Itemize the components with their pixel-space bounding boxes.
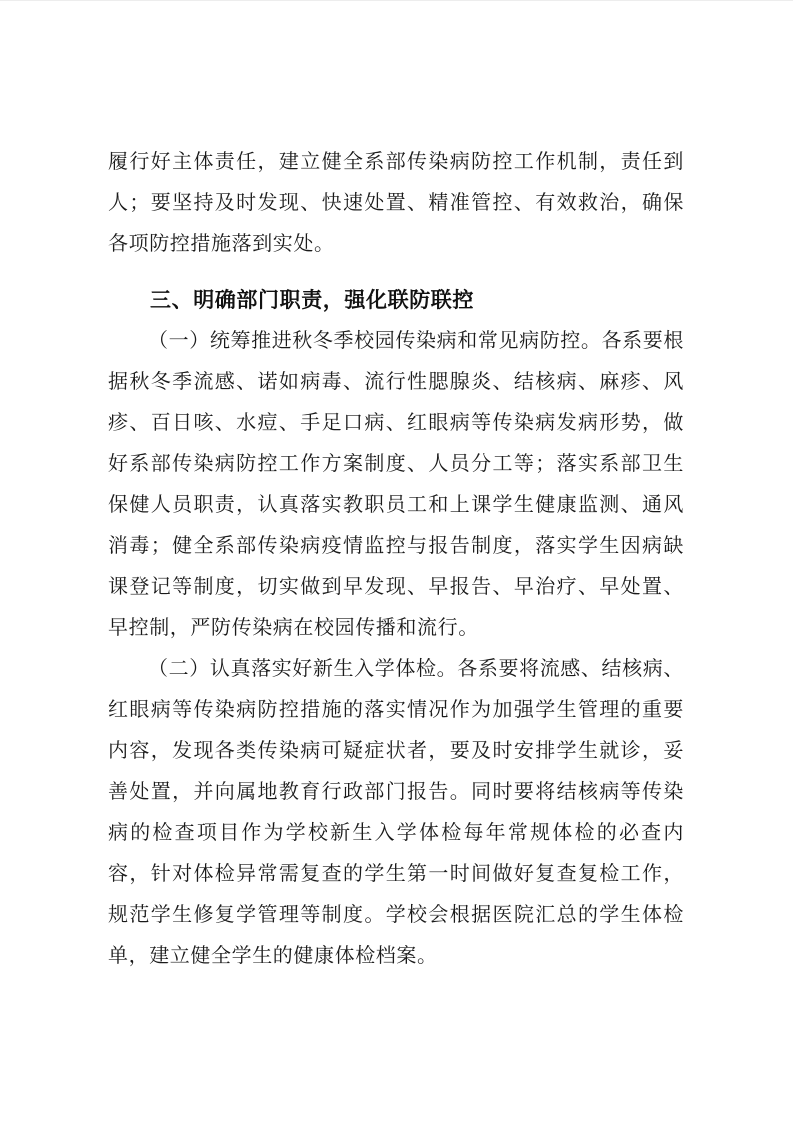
paragraph-continued: 履行好主体责任，建立健全系部传染病防控工作机制，责任到人；要坚持及时发现、快速处置、精准管控、有效救治，确保各项防控措施落到实处。 [108,151,684,255]
page-content [108,142,684,977]
paragraph-item-1: （一）统筹推进秋冬季校园传染病和常见病防控。各系要根据秋冬季流感、诺如病毒、流行性腮腺炎、结核病、麻疹、风疹、百日咳、水痘、手足口病、红眼病等传染病发病形势，做好系部传染病防控工作方案制度、人员分工等；落实系部卫生保健人员职责，认真落实教职员工和上课学生健康监测、通风消毒；健全系部传染病疫情监控与报告制度，落实学生因病缺课登记等制度，切实做到早发现、早报告、早治疗、早处置、早控制，严防传染病在校园传播和流行。 [108,330,684,639]
paragraph-item-2: （二）认真落实好新生入学体检。各系要将流感、结核病、红眼病等传染病防控措施的落实情况作为加强学生管理的重要内容，发现各类传染病可疑症状者，要及时安排学生就诊，妥善处置，并向属地教育行政部门报告。同时要将结核病等传染病的检查项目作为学校新生入学体检每年常规体检的必查内容，针对体检异常需复查的学生第一时间做好复查复检工作，规范学生修复学管理等制度。学校会根据医院汇总的学生体检单，建立健全学生的健康体检档案。 [108,658,684,967]
section-heading: 三、明确部门职责，强化联防联控 [150,289,474,312]
